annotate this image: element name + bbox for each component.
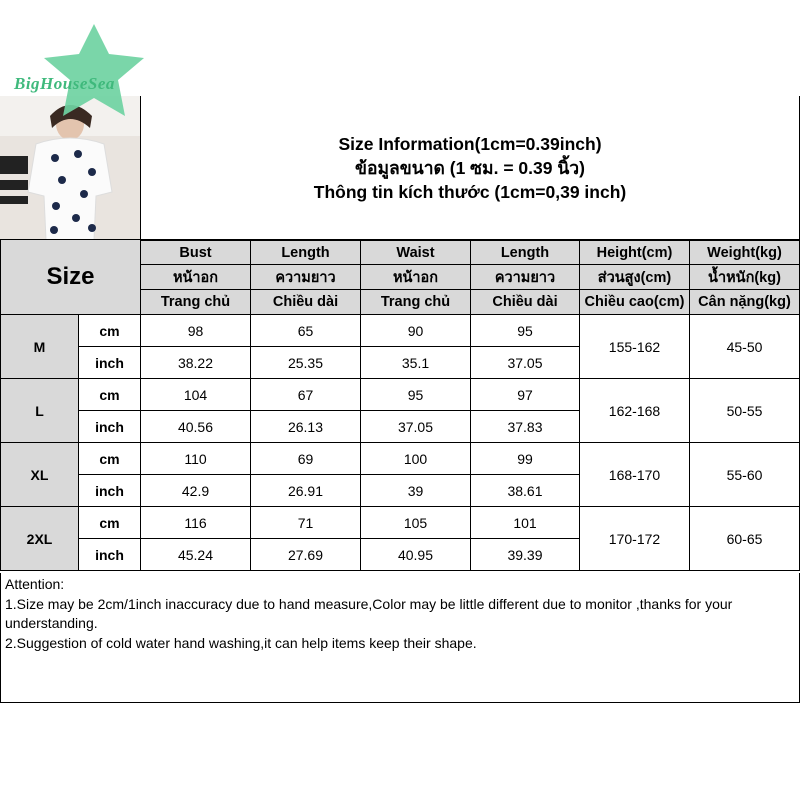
- weight-range-cell: 45-50: [690, 315, 800, 379]
- inch-value-cell: 40.56: [141, 411, 251, 443]
- size-label: L: [0, 379, 79, 443]
- attention-note-2: 2.Suggestion of cold water hand washing,it can help items keep their shape.: [5, 634, 477, 651]
- unit-label-cm: cm: [79, 443, 141, 475]
- attention-title: Attention:: [5, 576, 65, 592]
- cm-value-cell: 97: [471, 379, 580, 411]
- info-line-vietnamese: Thông tin kích thước (1cm=0,39 inch): [313, 181, 627, 202]
- height-range-cell: 155-162: [580, 315, 690, 379]
- cm-value-cell: 69: [251, 443, 361, 475]
- column-header-th: น้ำหนัก(kg): [690, 265, 800, 290]
- cm-value-cell: 110: [141, 443, 251, 475]
- info-line-english: Size Information(1cm=0.39inch): [338, 133, 602, 154]
- inch-value-cell: 35.1: [361, 347, 471, 379]
- cm-value-cell: 67: [251, 379, 361, 411]
- size-header: Size: [0, 240, 141, 315]
- star-logo-icon: [14, 24, 144, 119]
- weight-range-cell: 60-65: [690, 507, 800, 571]
- weight-range-cell: 55-60: [690, 443, 800, 507]
- size-label: XL: [0, 443, 79, 507]
- column-header-th: ความยาว: [471, 265, 580, 290]
- column-header-vi: Chiều dài: [471, 290, 580, 315]
- inch-value-cell: 39: [361, 475, 471, 507]
- unit-label-inch: inch: [79, 347, 141, 379]
- inch-value-cell: 27.69: [251, 539, 361, 571]
- column-header-th: ความยาว: [251, 265, 361, 290]
- inch-value-cell: 38.22: [141, 347, 251, 379]
- column-header-th: หน้าอก: [361, 265, 471, 290]
- unit-label-cm: cm: [79, 507, 141, 539]
- column-header-vi: Trang chủ: [361, 290, 471, 315]
- inch-value-cell: 38.61: [471, 475, 580, 507]
- inch-value-cell: 26.91: [251, 475, 361, 507]
- cm-value-cell: 95: [471, 315, 580, 347]
- weight-range-cell: 50-55: [690, 379, 800, 443]
- cm-value-cell: 100: [361, 443, 471, 475]
- inch-value-cell: 42.9: [141, 475, 251, 507]
- info-line-thai: ข้อมูลขนาด (1 ซม. = 0.39 นิ้ว): [355, 157, 585, 178]
- size-label: M: [0, 315, 79, 379]
- attention-note-1: 1.Size may be 2cm/1inch inaccuracy due to hand measure,Color may be little different due to monitor ,thanks for your understanding.: [5, 595, 733, 631]
- column-header-vi: Chiều dài: [251, 290, 361, 315]
- size-information-title: [141, 96, 800, 240]
- column-header-th: หน้าอก: [141, 265, 251, 290]
- cm-value-cell: 99: [471, 443, 580, 475]
- cm-value-cell: 105: [361, 507, 471, 539]
- attention-notes: [0, 573, 800, 703]
- column-header-en: Weight(kg): [690, 240, 800, 265]
- cm-value-cell: 65: [251, 315, 361, 347]
- cm-value-cell: 98: [141, 315, 251, 347]
- height-range-cell: 162-168: [580, 379, 690, 443]
- inch-value-cell: 26.13: [251, 411, 361, 443]
- unit-label-inch: inch: [79, 411, 141, 443]
- brand-watermark: BigHouseSea: [14, 74, 115, 93]
- column-header-en: Height(cm): [580, 240, 690, 265]
- column-header-en: Bust: [141, 240, 251, 265]
- inch-value-cell: 37.83: [471, 411, 580, 443]
- unit-label-inch: inch: [79, 539, 141, 571]
- column-header-vi: Trang chủ: [141, 290, 251, 315]
- column-header-en: Length: [471, 240, 580, 265]
- column-header-vi: Chiều cao(cm): [580, 290, 690, 315]
- height-range-cell: 170-172: [580, 507, 690, 571]
- inch-value-cell: 37.05: [471, 347, 580, 379]
- column-header-vi: Cân nặng(kg): [690, 290, 800, 315]
- unit-label-cm: cm: [79, 315, 141, 347]
- cm-value-cell: 101: [471, 507, 580, 539]
- inch-value-cell: 25.35: [251, 347, 361, 379]
- size-label: 2XL: [0, 507, 79, 571]
- cm-value-cell: 71: [251, 507, 361, 539]
- cm-value-cell: 90: [361, 315, 471, 347]
- inch-value-cell: 39.39: [471, 539, 580, 571]
- cm-value-cell: 95: [361, 379, 471, 411]
- cm-value-cell: 104: [141, 379, 251, 411]
- column-header-en: Waist: [361, 240, 471, 265]
- inch-value-cell: 45.24: [141, 539, 251, 571]
- unit-label-inch: inch: [79, 475, 141, 507]
- inch-value-cell: 40.95: [361, 539, 471, 571]
- cm-value-cell: 116: [141, 507, 251, 539]
- unit-label-cm: cm: [79, 379, 141, 411]
- inch-value-cell: 37.05: [361, 411, 471, 443]
- height-range-cell: 168-170: [580, 443, 690, 507]
- column-header-en: Length: [251, 240, 361, 265]
- column-header-th: ส่วนสูง(cm): [580, 265, 690, 290]
